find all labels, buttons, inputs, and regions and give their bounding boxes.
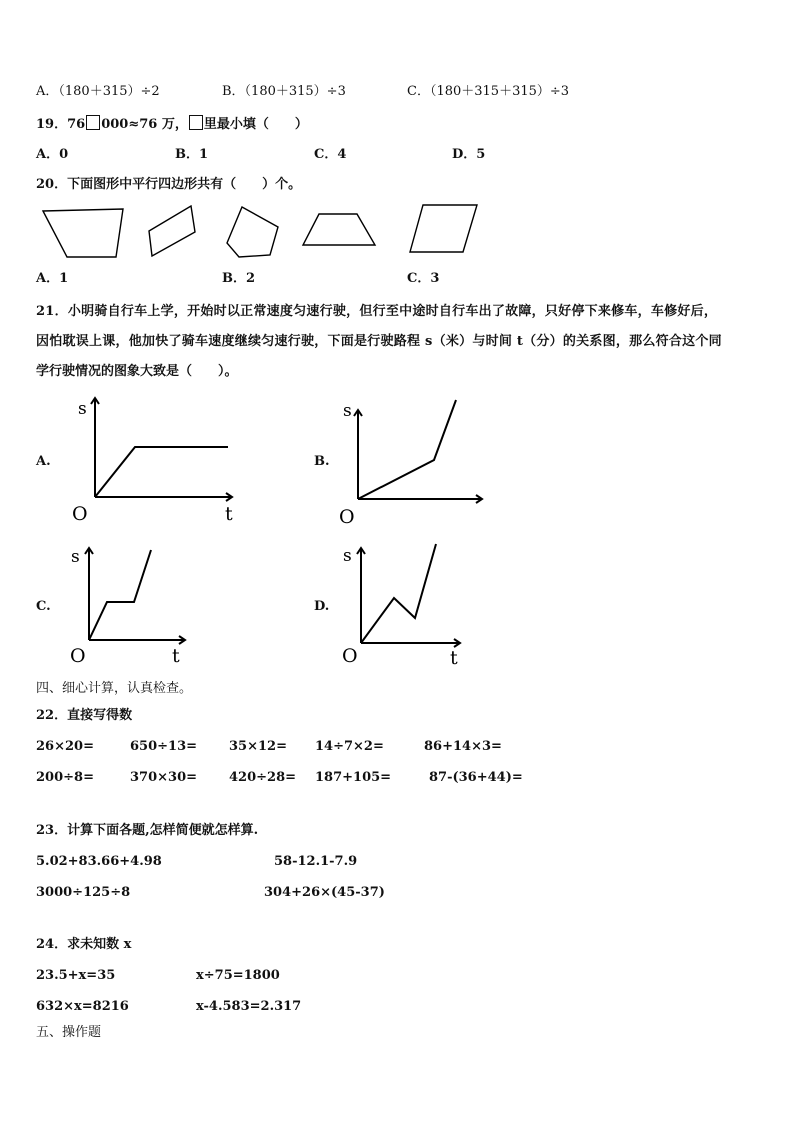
section-5-title: 五、操作题 bbox=[36, 1025, 102, 1040]
graph-a-y-label: s bbox=[78, 399, 87, 419]
q23-item: 304+26×(45-37) bbox=[264, 885, 385, 900]
q22-item: 187+105= bbox=[315, 770, 392, 785]
q21-stem-line-2: 因怕耽误上课，他加快了骑车速度继续匀速行驶，下面是行驶路程 s（米）与时间 t（分）的关系图，那么符合这个同 bbox=[36, 334, 722, 349]
q22-item: 26×20= bbox=[36, 739, 94, 754]
q19-option-d: D．5 bbox=[452, 147, 486, 162]
q19-stem-part-b: 000≈76 万， bbox=[101, 117, 188, 132]
section-4-title: 四、细心计算，认真检查。 bbox=[36, 681, 193, 696]
q22-item: 650÷13= bbox=[130, 739, 198, 754]
q19-option-a: A．0 bbox=[36, 147, 69, 162]
graph-d bbox=[335, 540, 475, 670]
q19-option-b: B．1 bbox=[175, 147, 209, 162]
parallelogram-figure-5 bbox=[408, 202, 480, 254]
q20-option-c: C．3 bbox=[407, 271, 440, 286]
graph-c-option-label: C. bbox=[36, 599, 51, 614]
q23-item: 5.02+83.66+4.98 bbox=[36, 854, 162, 869]
graph-a-option-label: A. bbox=[36, 454, 51, 469]
q22-item: 370×30= bbox=[130, 770, 198, 785]
graph-a-origin: O bbox=[72, 503, 88, 525]
graph-b-origin: O bbox=[339, 506, 355, 528]
graph-c-origin: O bbox=[70, 645, 86, 667]
q24-item: 23.5+x=35 bbox=[36, 968, 116, 983]
blank-box-icon bbox=[189, 115, 203, 130]
q22-title: 22．直接写得数 bbox=[36, 708, 133, 723]
graph-c-y-label: s bbox=[71, 547, 80, 567]
quadrilateral-figure-1 bbox=[40, 205, 130, 260]
q24-item: x÷75=1800 bbox=[196, 968, 280, 983]
q21-stem-line-3: 学行驶情况的图象大致是（ ）。 bbox=[36, 364, 238, 379]
q19-option-c: C．4 bbox=[314, 147, 347, 162]
q23-item: 58-12.1-7.9 bbox=[274, 854, 358, 869]
q24-item: x-4.583=2.317 bbox=[196, 999, 302, 1014]
q18-option-c: C．（180＋315＋315）÷3 bbox=[407, 84, 570, 99]
blank-box-icon bbox=[86, 115, 100, 130]
graph-b-y-label: s bbox=[343, 401, 352, 421]
q22-item: 87-(36+44)= bbox=[429, 770, 523, 785]
graph-a bbox=[60, 390, 250, 530]
q23-item: 3000÷125÷8 bbox=[36, 885, 131, 900]
q22-item: 86+14×3= bbox=[424, 739, 502, 754]
q19-stem-part-c: 里最小填（ ） bbox=[203, 117, 308, 132]
q20-option-b: B．2 bbox=[222, 271, 256, 286]
q18-option-a: A．（180＋315）÷2 bbox=[36, 84, 160, 99]
q22-item: 420÷28= bbox=[229, 770, 297, 785]
graph-c-x-label: t bbox=[172, 645, 180, 667]
q19-stem-part-a: 19．76 bbox=[36, 117, 86, 132]
q19-stem bbox=[36, 115, 308, 133]
q20-option-a: A．1 bbox=[36, 271, 69, 286]
q18-option-b: B．（180＋315）÷3 bbox=[222, 84, 346, 99]
q24-item: 632×x=8216 bbox=[36, 999, 129, 1014]
graph-d-y-label: s bbox=[343, 546, 352, 566]
graph-a-x-label: t bbox=[225, 503, 233, 525]
graph-b bbox=[335, 390, 495, 530]
graph-d-x-label: t bbox=[450, 647, 458, 669]
q22-item: 35×12= bbox=[229, 739, 287, 754]
q22-item: 200÷8= bbox=[36, 770, 94, 785]
parallelogram-figure-2 bbox=[144, 202, 200, 260]
graph-d-option-label: D. bbox=[314, 599, 330, 614]
q20-stem: 20．下面图形中平行四边形共有（ ）个。 bbox=[36, 177, 302, 192]
q24-title: 24．求未知数 x bbox=[36, 937, 132, 952]
q21-stem-line-1: 21．小明骑自行车上学，开始时以正常速度匀速行驶，但行至中途时自行车出了故障，只好停下来修车，车修好后， bbox=[36, 304, 718, 319]
graph-c bbox=[60, 540, 200, 670]
trapezoid-figure-4 bbox=[300, 210, 380, 250]
q22-item: 14÷7×2= bbox=[315, 739, 384, 754]
pentagon-figure-3 bbox=[224, 204, 284, 260]
q23-title: 23．计算下面各题,怎样简便就怎样算. bbox=[36, 823, 259, 838]
graph-d-origin: O bbox=[342, 645, 358, 667]
graph-b-option-label: B. bbox=[314, 454, 330, 469]
